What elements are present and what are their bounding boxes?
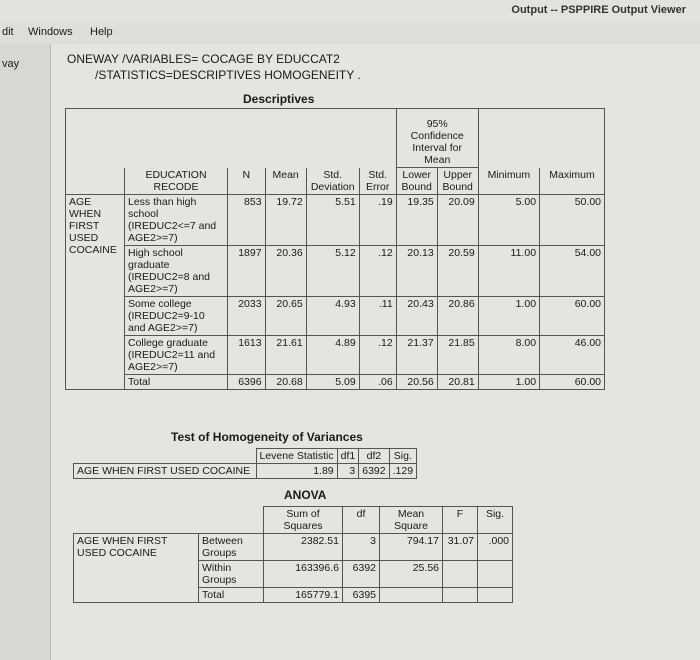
col-lower: Lower Bound bbox=[396, 168, 437, 195]
table-row: AGE WHEN FIRST USED COCAINE 1.89 3 6392 .129 bbox=[74, 464, 417, 479]
variable-label: AGE WHEN FIRST USED COCAINE bbox=[74, 534, 199, 603]
col-df2: df2 bbox=[359, 449, 389, 464]
table-row: Some college (IREDUC2=9-10 and AGE2>=7) 2033 20.65 4.93 .11 20.43 20.86 1.00 60.00 bbox=[66, 297, 605, 336]
col-ms: Mean Square bbox=[380, 507, 443, 534]
title-bar bbox=[0, 0, 700, 22]
table-row: AGE WHEN FIRST USED COCAINE Between Groups 2382.51 3 794.17 31.07 .000 bbox=[74, 534, 513, 561]
col-sd: Std. Deviation bbox=[306, 168, 359, 195]
table-row: High school graduate (IREDUC2=8 and AGE2>=7) 1897 20.36 5.12 .12 20.13 20.59 11.00 54.00 bbox=[66, 246, 605, 297]
col-f: F bbox=[443, 507, 478, 534]
table-row: College graduate (IREDUC2=11 and AGE2>=7) 1613 21.61 4.89 .12 21.37 21.85 8.00 46.00 bbox=[66, 336, 605, 375]
col-max: Maximum bbox=[540, 168, 605, 195]
col-sig: Sig. bbox=[389, 449, 416, 464]
outline-label: vay bbox=[2, 58, 20, 70]
anova-table bbox=[73, 506, 513, 603]
table-row: Total 165779.1 6395 bbox=[74, 588, 513, 603]
output-outline-pane[interactable] bbox=[0, 44, 51, 660]
menu-windows[interactable]: Windows bbox=[28, 26, 73, 38]
col-levene: Levene Statistic bbox=[256, 449, 337, 464]
homogeneity-table bbox=[73, 448, 417, 479]
col-upper: Upper Bound bbox=[437, 168, 478, 195]
output-content bbox=[51, 44, 700, 660]
syntax-line-2: /STATISTICS=DESCRIPTIVES HOMOGENEITY . bbox=[95, 68, 361, 82]
col-se: Std. Error bbox=[359, 168, 396, 195]
table-row: AGE WHEN FIRST USED COCAINE Less than high school (IREDUC2<=7 and AGE2>=7) 853 19.72 5.51 .19 19.35 20.09 5.00 50.00 bbox=[66, 195, 605, 246]
col-ss: Sum of Squares bbox=[264, 507, 343, 534]
col-df1: df1 bbox=[337, 449, 359, 464]
anova-title: ANOVA bbox=[284, 488, 327, 502]
menu-help[interactable]: Help bbox=[90, 26, 113, 38]
col-mean: Mean bbox=[265, 168, 306, 195]
menu-edit[interactable]: dit bbox=[2, 26, 14, 38]
descriptives-title: Descriptives bbox=[243, 92, 315, 106]
descriptives-table bbox=[65, 108, 605, 390]
syntax-line-1: ONEWAY /VARIABLES= COCAGE BY EDUCCAT2 bbox=[67, 52, 340, 66]
col-min: Minimum bbox=[478, 168, 539, 195]
table-row: Total 6396 20.68 5.09 .06 20.56 20.81 1.00 60.00 bbox=[66, 375, 605, 390]
row-label: AGE WHEN FIRST USED COCAINE bbox=[74, 464, 257, 479]
ci-header: 95% Confidence Interval for Mean bbox=[396, 109, 478, 168]
col-sig: Sig. bbox=[478, 507, 513, 534]
variable-label: AGE WHEN FIRST USED COCAINE bbox=[66, 195, 125, 390]
col-education: EDUCATION RECODE bbox=[125, 168, 228, 195]
window-title: Output -- PSPPIRE Output Viewer bbox=[511, 4, 686, 16]
table-row: Within Groups 163396.6 6392 25.56 bbox=[74, 561, 513, 588]
col-n: N bbox=[228, 168, 266, 195]
menu-bar bbox=[0, 22, 700, 42]
homogeneity-title: Test of Homogeneity of Variances bbox=[171, 430, 363, 444]
col-df: df bbox=[343, 507, 380, 534]
